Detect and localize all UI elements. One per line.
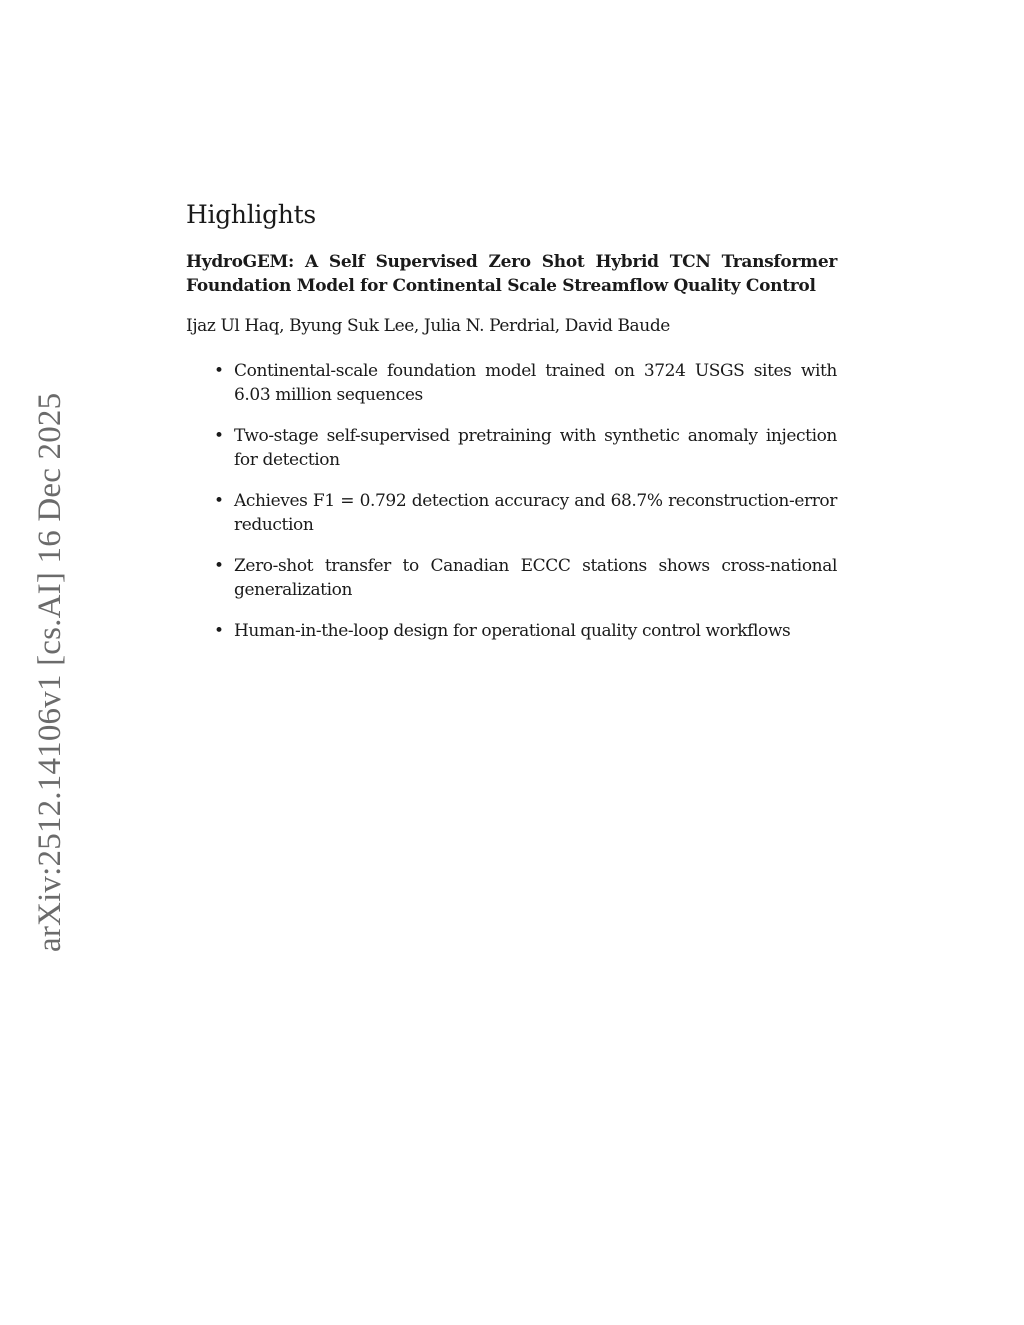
highlights-section: [186, 198, 837, 660]
highlight-text: Zero-shot transfer to Canadian ECCC stations shows cross-national generalization: [234, 556, 837, 600]
bullet-icon: •: [214, 361, 224, 381]
bullet-icon: •: [214, 491, 224, 511]
arxiv-identifier: arXiv:2512.14106v1 [cs.AI] 16 Dec 2025: [32, 392, 68, 952]
highlights-list: [186, 359, 837, 643]
highlight-item: [186, 619, 837, 643]
bullet-icon: •: [214, 426, 224, 446]
author-list: Ijaz Ul Haq, Byung Suk Lee, Julia N. Perdrial, David Baude: [186, 316, 670, 336]
highlight-item: [186, 424, 837, 472]
highlight-text: Two-stage self-supervised pretraining with synthetic anomaly injection for detection: [234, 426, 837, 470]
highlight-item: [186, 359, 837, 407]
highlight-text: Achieves F1 = 0.792 detection accuracy and 68.7% reconstruction-error reduction: [234, 491, 837, 535]
paper-title: HydroGEM: A Self Supervised Zero Shot Hybrid TCN Transformer Foundation Model for Continental Scale Streamflow Quality Control: [186, 252, 837, 296]
bullet-icon: •: [214, 556, 224, 576]
highlight-item: [186, 554, 837, 602]
highlight-text: Continental-scale foundation model trained on 3724 USGS sites with 6.03 million sequences: [234, 361, 837, 405]
bullet-icon: •: [214, 621, 224, 641]
highlight-item: [186, 489, 837, 537]
section-heading: Highlights: [186, 200, 316, 229]
highlight-text: Human-in-the-loop design for operational quality control workflows: [234, 621, 791, 641]
